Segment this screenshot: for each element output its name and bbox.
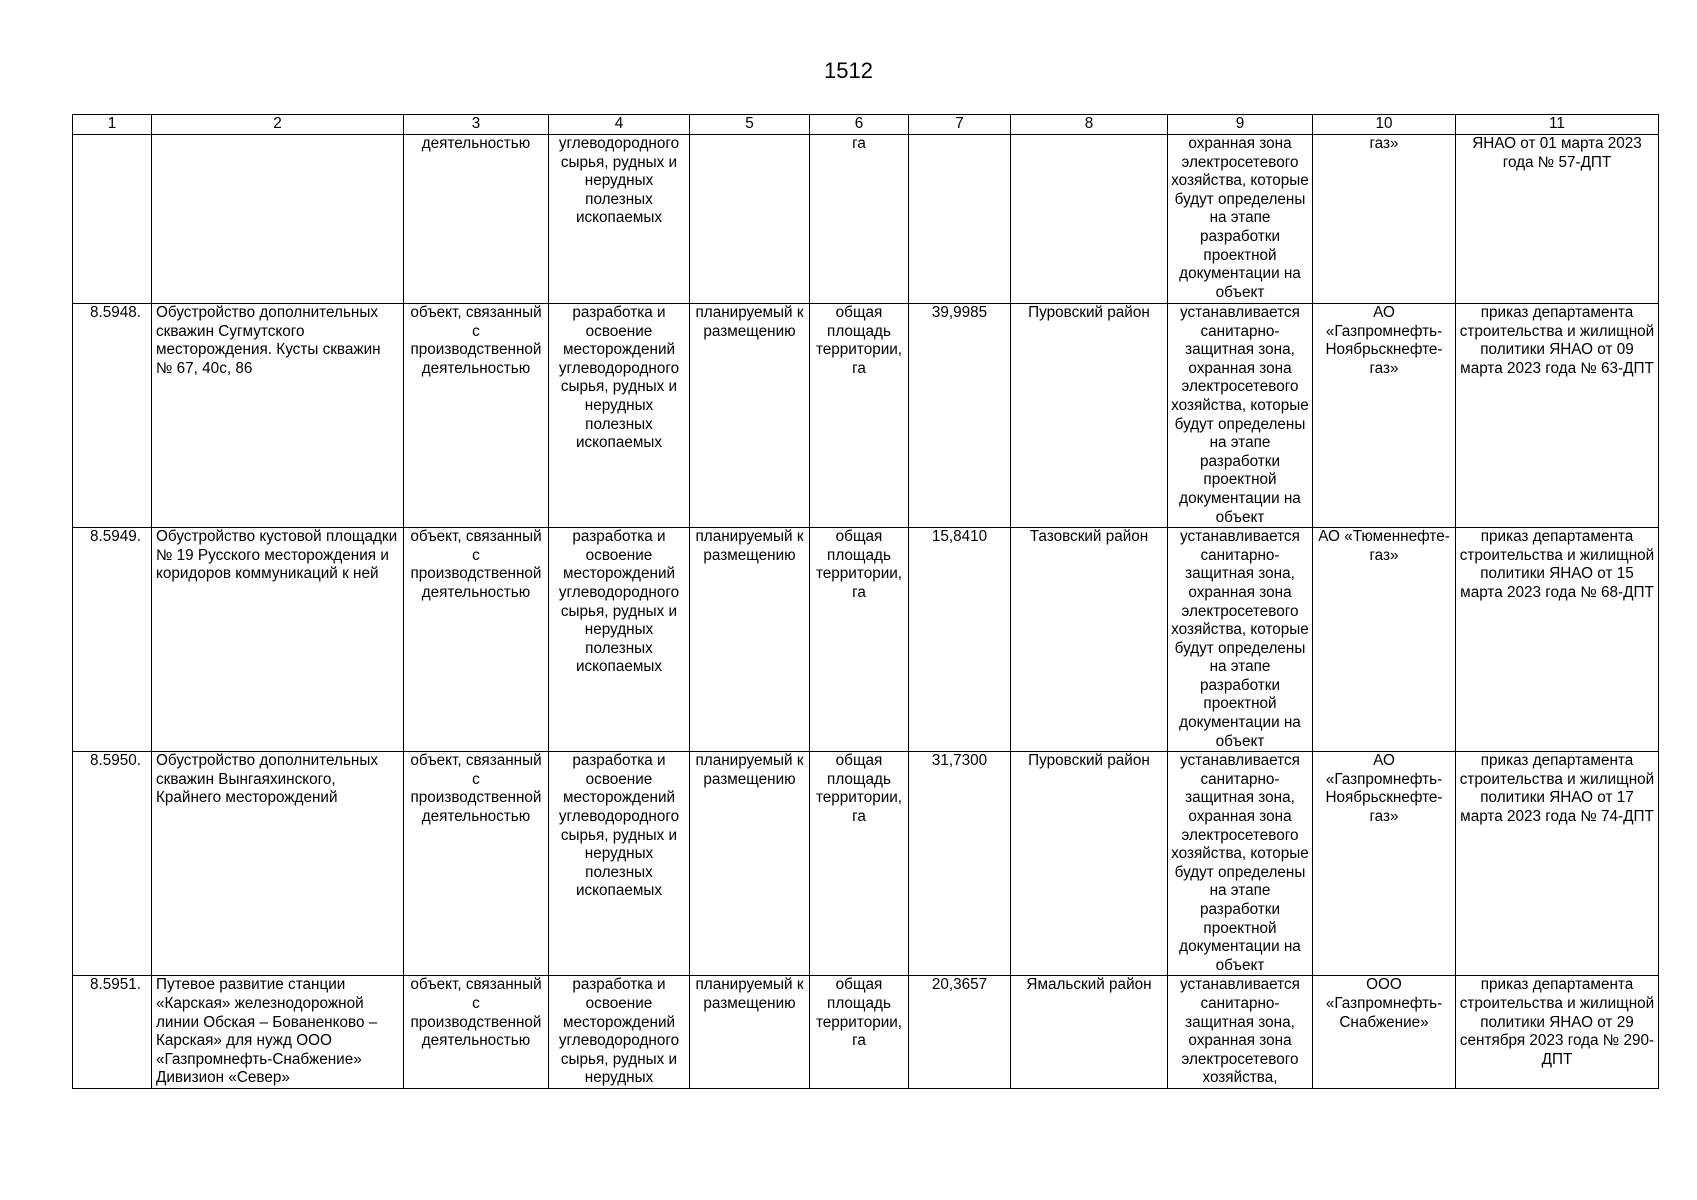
- column-number: 1: [73, 115, 152, 135]
- table-row: [73, 752, 1659, 976]
- cell-characteristic: общая площадь территории, га: [810, 976, 909, 1089]
- column-number: 6: [810, 115, 909, 135]
- cell-characteristic: общая площадь территории, га: [810, 752, 909, 976]
- cell-object-type: объект, связанный с производственной деятельностью: [404, 304, 549, 528]
- table-row: [73, 304, 1659, 528]
- table-row: [73, 976, 1659, 1089]
- cell-number: [73, 135, 152, 304]
- cell-area: 15,8410: [909, 528, 1011, 752]
- cell-object-type: деятельностью: [404, 135, 549, 304]
- cell-order: приказ департамента строительства и жилищной политики ЯНАО от 15 марта 2023 года № 68-ДПТ: [1456, 528, 1659, 752]
- cell-order: ЯНАО от 01 марта 2023 года № 57-ДПТ: [1456, 135, 1659, 304]
- column-number-row: [73, 115, 1659, 135]
- cell-object-name: [152, 135, 404, 304]
- cell-district: Пуровский район: [1011, 752, 1168, 976]
- cell-characteristic: общая площадь территории, га: [810, 528, 909, 752]
- cell-company: газ»: [1313, 135, 1456, 304]
- column-number: 9: [1168, 115, 1313, 135]
- cell-area: 31,7300: [909, 752, 1011, 976]
- cell-object-name: Обустройство дополнительных скважин Вынгаяхинского, Крайнего месторождений: [152, 752, 404, 976]
- cell-object-name: Обустройство дополнительных скважин Сугмутского месторождения. Кусты скважин № 67, 40с, 86: [152, 304, 404, 528]
- column-number: 7: [909, 115, 1011, 135]
- table-row: [73, 528, 1659, 752]
- cell-company: АО «Газпромнефть-Ноябрьскнефте-газ»: [1313, 304, 1456, 528]
- cell-district: Тазовский район: [1011, 528, 1168, 752]
- column-number: 4: [549, 115, 690, 135]
- column-number: 3: [404, 115, 549, 135]
- column-number: 10: [1313, 115, 1456, 135]
- cell-zones: устанавливается санитарно-защитная зона, охранная зона электросетевого хозяйства,: [1168, 976, 1313, 1089]
- cell-object-name: Путевое развитие станции «Карская» железнодорожной линии Обская – Бованенково – Карская» для нужд ООО «Газпромнефть-Снабжение» Дивизион «Север»: [152, 976, 404, 1089]
- cell-area: 39,9985: [909, 304, 1011, 528]
- cell-district: [1011, 135, 1168, 304]
- cell-status: планируемый к размещению: [690, 752, 810, 976]
- cell-purpose: углеводородного сырья, рудных и нерудных полезных ископаемых: [549, 135, 690, 304]
- column-number: 5: [690, 115, 810, 135]
- column-number: 11: [1456, 115, 1659, 135]
- cell-number: 8.5948.: [73, 304, 152, 528]
- cell-purpose: разработка и освоение месторождений углеводородного сырья, рудных и нерудных полезных ископаемых: [549, 752, 690, 976]
- cell-district: Пуровский район: [1011, 304, 1168, 528]
- cell-order: приказ департамента строительства и жилищной политики ЯНАО от 29 сентября 2023 года № 290-ДПТ: [1456, 976, 1659, 1089]
- cell-purpose: разработка и освоение месторождений углеводородного сырья, рудных и нерудных: [549, 976, 690, 1089]
- cell-object-type: объект, связанный с производственной деятельностью: [404, 752, 549, 976]
- cell-order: приказ департамента строительства и жилищной политики ЯНАО от 09 марта 2023 года № 63-ДПТ: [1456, 304, 1659, 528]
- cell-zones: устанавливается санитарно-защитная зона, охранная зона электросетевого хозяйства, которые будут определены на этапе разработки проектной документации на объект: [1168, 752, 1313, 976]
- cell-purpose: разработка и освоение месторождений углеводородного сырья, рудных и нерудных полезных ископаемых: [549, 304, 690, 528]
- cell-number: 8.5950.: [73, 752, 152, 976]
- cell-status: [690, 135, 810, 304]
- column-number: 8: [1011, 115, 1168, 135]
- cell-status: планируемый к размещению: [690, 528, 810, 752]
- registry-table: [72, 114, 1659, 1089]
- column-number: 2: [152, 115, 404, 135]
- cell-object-type: объект, связанный с производственной деятельностью: [404, 528, 549, 752]
- cell-object-name: Обустройство кустовой площадки № 19 Русского месторождения и коридоров коммуникаций к ней: [152, 528, 404, 752]
- table-row: [73, 135, 1659, 304]
- cell-company: АО «Газпромнефть-Ноябрьскнефте-газ»: [1313, 752, 1456, 976]
- cell-number: 8.5951.: [73, 976, 152, 1089]
- cell-company: АО «Тюменнефте-газ»: [1313, 528, 1456, 752]
- cell-purpose: разработка и освоение месторождений углеводородного сырья, рудных и нерудных полезных ископаемых: [549, 528, 690, 752]
- page-number: 1512: [824, 58, 873, 83]
- cell-characteristic: га: [810, 135, 909, 304]
- cell-status: планируемый к размещению: [690, 976, 810, 1089]
- cell-object-type: объект, связанный с производственной деятельностью: [404, 976, 549, 1089]
- cell-number: 8.5949.: [73, 528, 152, 752]
- cell-zones: охранная зона электросетевого хозяйства, которые будут определены на этапе разработки проектной документации на объект: [1168, 135, 1313, 304]
- cell-characteristic: общая площадь территории, га: [810, 304, 909, 528]
- cell-status: планируемый к размещению: [690, 304, 810, 528]
- cell-zones: устанавливается санитарно-защитная зона, охранная зона электросетевого хозяйства, которые будут определены на этапе разработки проектной документации на объект: [1168, 528, 1313, 752]
- cell-order: приказ департамента строительства и жилищной политики ЯНАО от 17 марта 2023 года № 74-ДПТ: [1456, 752, 1659, 976]
- cell-district: Ямальский район: [1011, 976, 1168, 1089]
- cell-area: [909, 135, 1011, 304]
- cell-area: 20,3657: [909, 976, 1011, 1089]
- cell-zones: устанавливается санитарно-защитная зона, охранная зона электросетевого хозяйства, которые будут определены на этапе разработки проектной документации на объект: [1168, 304, 1313, 528]
- cell-company: ООО «Газпромнефть-Снабжение»: [1313, 976, 1456, 1089]
